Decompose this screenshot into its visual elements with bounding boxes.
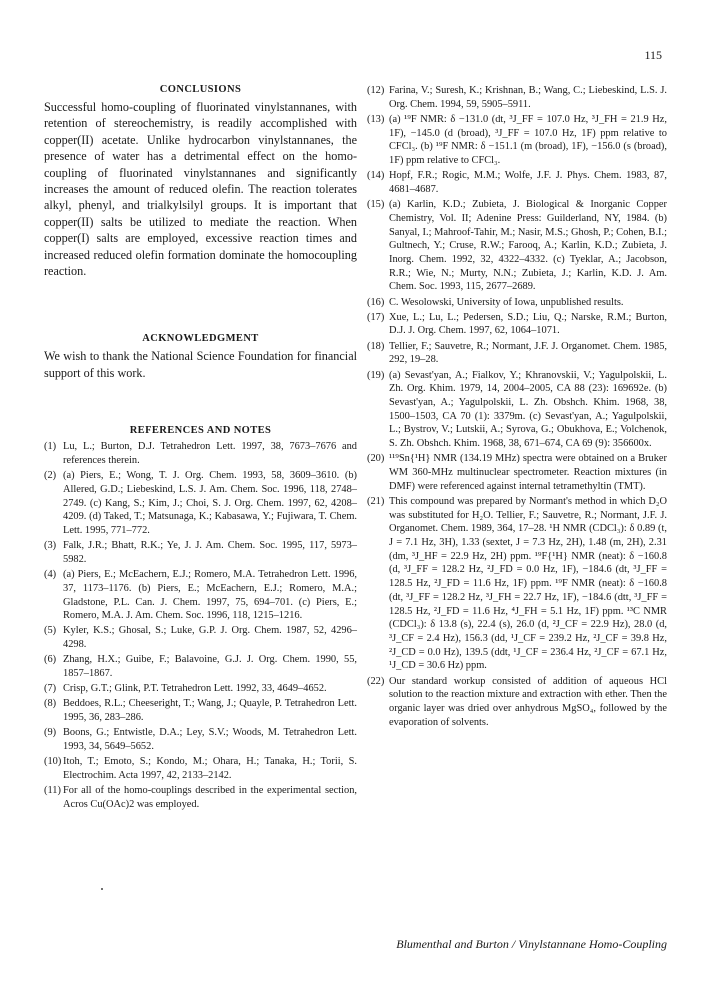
reference-item: [44, 697, 357, 724]
reference-item: [367, 169, 667, 196]
reference-text: Kyler, K.S.; Ghosal, S.; Luke, G.P. J. Org. Chem. 1987, 52, 4296–4298.: [63, 625, 357, 651]
left-column: [44, 84, 357, 813]
reference-text: C. Wesolowski, University of Iowa, unpublished results.: [389, 296, 624, 308]
reference-text: (a) Karlin, K.D.; Zubieta, J. Biological & Inorganic Copper Chemistry, Vol. II; Adenine Press: Guilderland, NY, 1984. (b) Sanyal, I.; Mahroof-Tahir, M.; Nasir, M.S.; Ghosh, P.; Cohen, B.I.; Gultnech, Y.; Cruse, R.W.; Farooq, A.; Karlin, K.D.; Zubieta, J. Inorg. Chem. 1992, 32, 4322–4332. (c) Tyeklar, A.; Jacobson, R.R.; Wie, N.; Murty, N.N.; Zubieta, J.; Karlin, K.D. J. Am. Chem. Soc. 1993, 115, 2677–2689.: [389, 199, 667, 293]
reference-number: (21): [367, 495, 385, 507]
reference-text: (a) ¹⁹F NMR: δ −131.0 (dt, ³J_FF = 107.0 Hz, ³J_FH = 21.9 Hz, 1F), −145.0 (d (broad), ³J_FF = 107.0 Hz, 1F) ppm relative to CFCl₃. (b) ¹⁹F NMR: δ −151.1 (m (broad), 1F), −156.0 (s (broad), 1F) ppm relative to CFCl₃.: [389, 113, 667, 167]
reference-number: (4): [44, 569, 57, 581]
reference-text: Falk, J.R.; Bhatt, R.K.; Ye, J. J. Am. Chem. Soc. 1995, 117, 5973–5982.: [63, 540, 357, 565]
reference-item: [44, 469, 357, 538]
reference-item: [44, 653, 357, 680]
reference-item: [367, 113, 667, 168]
reference-item: [44, 539, 357, 566]
reference-text: Hopf, F.R.; Rogic, M.M.; Wolfe, J.F. J. Phys. Chem. 1983, 87, 4681–4687.: [389, 170, 667, 195]
running-footer: Blumenthal and Burton / Vinylstannane Homo-Coupling: [396, 937, 667, 951]
reference-number: (5): [44, 625, 57, 637]
reference-text: Itoh, T.; Emoto, S.; Kondo, M.; Ohara, H.; Tanaka, H.; Torii, S. Electrochim. Acta 1997, 42, 2133–2142.: [63, 756, 357, 781]
reference-text: ¹¹⁹Sn{¹H} NMR (134.19 MHz) spectra were obtained on a Bruker WM 360-MHz multinuclear spectrometer. Reaction mixtures (in DMF) were referenced against internal tetramethyltin (TMT).: [389, 453, 667, 492]
reference-number: (14): [367, 170, 385, 182]
reference-text: Farina, V.; Suresh, K.; Krishnan, B.; Wang, C.; Liebeskind, L.S. J. Org. Chem. 1994, 59, 5905–5911.: [389, 85, 667, 110]
reference-item: [44, 440, 357, 467]
reference-text: (a) Sevast'yan, A.; Fialkov, Y.; Khranovskii, V.; Yagulpolskii, L. Zh. Org. Khim. 1979, 14, 2004–2005, CA 88 (23): 169692e. (b) Sevast'yan, A.; Yagulpolskii, L. Zh. Obshch. Khim. 1968, 38, 1500–1503, CA 70 (1): 3379m. (c) Sevast'yan, A.; Yagulpolskii, L.; Bystrov, V.; Lutskii, A.; Syrova, G.; Obukhova, E.; Volchenok, S. Zh. Obshch. Khim. 1968, 38, 671–674, CA 69 (9): 356600x.: [389, 369, 667, 450]
reference-text: Xue, L.; Lu, L.; Pedersen, S.D.; Liu, Q.; Narske, R.M.; Burton, D.J. J. Org. Chem. 1997, 62, 1064–1071.: [389, 311, 667, 337]
reference-item: [44, 682, 357, 696]
page-number: 115: [644, 48, 662, 62]
references-heading: REFERENCES AND NOTES: [129, 425, 272, 437]
reference-number: (22): [367, 675, 385, 687]
reference-text: This compound was prepared by Normant's method in which D₂O was substituted for H₂O. Tellier, F.; Sauvetre, R.; Normant, J.F. J. Organomet. Chem. 1989, 364, 17–28. ¹H NMR (CDCl₃): δ 0.89 (t, J = 7.1 Hz, 3H), 1.33 (sextet, J = 7.3 Hz, 2H), 1.48 (m, 2H), 2.31 (dm, ³J_HF = 22.9 Hz, 2H) ppm. ¹⁹F{¹H} NMR (neat): δ −160.8 (d, ³J_FF = 128.2 Hz, ²J_FD = 0.0 Hz, 1F), −184.6 (dt, ³J_FF = 128.5 Hz, ²J_FD = 11.6 Hz, 1F) ppm. ¹⁹F NMR (neat): δ −160.8 (dt, ³J_FF = 128.2 Hz, ³J_FH = 22.7 Hz, 1F), −184.6 (dtt, ³J_FF = 128.5 Hz, ²J_FD = 11.6 Hz, ⁴J_FH = 5.1 Hz, 1F) ppm. ¹³C NMR (CDCl₃): δ 13.8 (s), 22.4 (s), 26.0 (d, ²J_CF = 22.9 Hz), 28.0 (d, ³J_CF = 2.4 Hz), 156.3 (dd, ¹J_CF = 239.2 Hz, ²J_CF = 39.8 Hz, ²J_CD = 0.0 Hz), 139.5 (ddt, ¹J_CF = 236.4 Hz, ²J_CF = 67.1 Hz, ¹J_CD = 30.6 Hz) ppm.: [389, 495, 667, 672]
reference-text: Crisp, G.T.; Glink, P.T. Tetrahedron Lett. 1992, 33, 4649–4652.: [63, 683, 327, 695]
reference-item: [44, 624, 357, 651]
reference-number: (8): [44, 698, 57, 710]
reference-item: [367, 452, 667, 493]
reference-text: Lu, L.; Burton, D.J. Tetrahedron Lett. 1997, 38, 7673–7676 and references therein.: [63, 441, 357, 466]
reference-item: [44, 726, 357, 753]
reference-number: (3): [44, 540, 57, 552]
reference-number: (1): [44, 441, 57, 453]
reference-number: (6): [44, 654, 57, 666]
reference-number: (18): [367, 340, 385, 352]
reference-item: [367, 675, 667, 730]
conclusions-text: Successful homo-coupling of fluorinated vinylstannanes, with retention of stereochemistry, is readily accomplished with copper(II) acetate. Unlike hydrocarbon vinylstannanes, the presence of water has a detrimental effect on the homo-coupling of fluorinated vinylstannanes and significantly increases the amount of reduced olefin. The reaction tolerates alkyl, phenyl, and trialkylsilyl groups. It is important that copper(II) salts be utilized to mediate the reaction. When copper(I) salts are employed, excessive reaction times and increased reduced olefin formation dominate the homocoupling reaction.: [44, 100, 357, 279]
reference-number: (10): [44, 756, 62, 768]
reference-text: Our standard workup consisted of addition of aqueous HCl solution to the reaction mixture and extraction with ether. Then the organic layer was dried over anhydrous MgSO₄, followed by the evaporation of solvents.: [389, 675, 667, 728]
reference-item: [367, 369, 667, 451]
page-mark: [101, 888, 103, 890]
reference-text: Tellier, F.; Sauvetre, R.; Normant, J.F. J. Organomet. Chem. 1985, 292, 19–28.: [389, 340, 667, 366]
reference-text: Beddoes, R.L.; Cheeseright, T.; Wang, J.; Quayle, P. Tetrahedron Lett. 1995, 36, 283–286.: [63, 698, 357, 724]
reference-item: [44, 784, 357, 811]
reference-item: [367, 340, 667, 367]
reference-number: (12): [367, 85, 385, 96]
reference-list-left: [44, 440, 357, 811]
reference-item: [44, 755, 357, 782]
reference-number: (11): [44, 785, 61, 797]
reference-number: (2): [44, 470, 57, 482]
reference-number: (17): [367, 311, 385, 323]
reference-item: [367, 311, 667, 338]
conclusions-heading: CONCLUSIONS: [159, 84, 242, 95]
reference-list-right: [367, 84, 667, 729]
reference-item: [367, 296, 667, 310]
reference-text: (a) Piers, E.; Wong, T. J. Org. Chem. 1993, 58, 3609–3610. (b) Allered, G.D.; Liebeskind, L.S. J. Am. Chem. Soc. 1996, 118, 2748–2749. (c) Kang, S.; Kim, J.; Choi, S. J. Org. Chem. 1997, 62, 4208–4209. (d) Taked, T.; Matsunaga, K.; Kabasawa, Y.; Fujiwara, T. Chem. Lett. 1995, 771–772.: [63, 470, 357, 536]
reference-number: (7): [44, 683, 57, 695]
reference-number: (13): [367, 113, 385, 125]
acknowledgment-text: We wish to thank the National Science Foundation for financial support of this work.: [44, 349, 357, 380]
reference-number: (15): [367, 199, 385, 211]
reference-number: (19): [367, 369, 385, 381]
reference-number: (9): [44, 727, 57, 739]
reference-number: (20): [367, 453, 385, 465]
reference-text: Boons, G.; Entwistle, D.A.; Ley, S.V.; Woods, M. Tetrahedron Lett. 1993, 34, 5649–5652.: [63, 727, 357, 753]
reference-text: (a) Piers, E.; McEachern, E.J.; Romero, M.A. Tetrahedron Lett. 1996, 37, 1173–1176. (b) Piers, E.; McEachern, E.J.; Romero, M.A.; Gladstone, P.L. Can. J. Chem. 1997, 75, 694–701. (c) Piers, E.; Romero, M.A. J. Am. Chem. Soc. 1996, 118, 1215–1216.: [63, 569, 357, 622]
reference-item: [367, 495, 667, 673]
reference-number: (16): [367, 296, 385, 308]
right-column: [367, 84, 667, 731]
reference-text: Zhang, H.X.; Guibe, F.; Balavoine, G.J. J. Org. Chem. 1990, 55, 1857–1867.: [63, 654, 357, 680]
reference-item: [367, 84, 667, 111]
reference-text: For all of the homo-couplings described in the experimental section, Acros Cu(OAc)2 was employed.: [63, 785, 357, 810]
acknowledgment-heading: ACKNOWLEDGMENT: [142, 333, 259, 345]
reference-item: [367, 198, 667, 294]
reference-item: [44, 568, 357, 623]
